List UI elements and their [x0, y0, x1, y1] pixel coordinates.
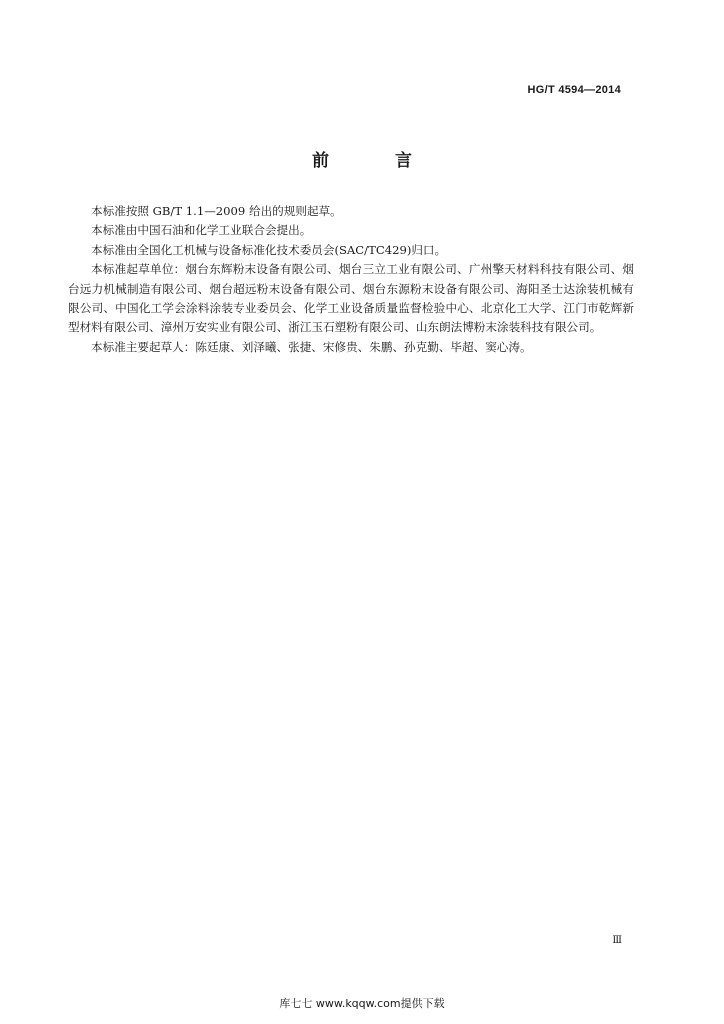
paragraph-drafters: 本标准主要起草人：陈廷康、刘泽曦、张捷、宋修贵、朱鹏、孙克勤、毕超、窦心涛。: [91, 339, 532, 354]
page-number: Ⅲ: [612, 935, 622, 946]
page-title: 前 言: [312, 151, 442, 171]
paragraph-drafting-rules: 本标准按照 GB/T 1.1—2009 给出的规则起草。: [91, 204, 342, 218]
download-footer: 库七七 www.kqqw.com提供下载: [279, 997, 445, 1010]
document-body: [68, 202, 634, 357]
paragraph-proposer: 本标准由中国石油和化学工业联合会提出。: [91, 223, 312, 238]
paragraph-drafting-units: 本标准起草单位：烟台东辉粉末设备有限公司、烟台三立工业有限公司、广州擎天材料科技有限公司、烟台远力机械制造有限公司、烟台超远粉末设备有限公司、烟台东源粉末设备有限公司、海阳圣士达涂装机械有限公司、中国化工学会涂料涂装专业委员会、化学工业设备质量监督检验中心、北京化工大学、江门市乾辉新型材料有限公司、漳州万安实业有限公司、浙江玉石塑粉有限公司、山东朗法博粉末涂装科技有限公司。: [68, 262, 634, 335]
standard-number: HG/T 4594—2014: [527, 84, 621, 96]
paragraph-committee: 本标准由全国化工机械与设备标准化技术委员会(SAC/TC429)归口。: [91, 242, 447, 257]
